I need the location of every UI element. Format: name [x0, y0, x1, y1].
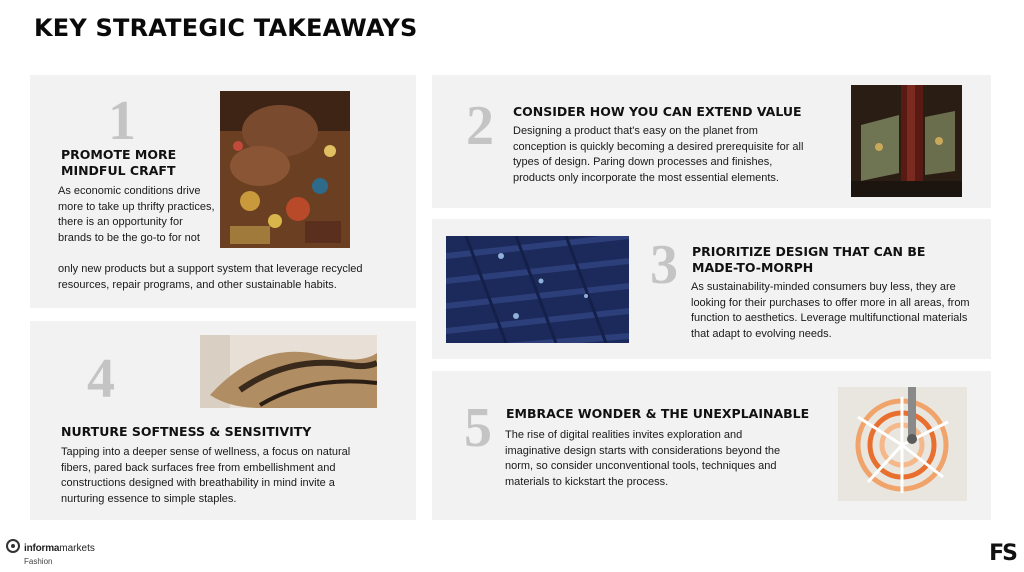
takeaway-card-4 [30, 321, 416, 520]
card-heading: PROMOTE MORE MINDFUL CRAFT [61, 147, 177, 178]
card-number: 3 [650, 234, 678, 296]
card-number: 5 [464, 397, 492, 459]
card-body: As economic conditions drive more to take up thrifty practices, there is an opportunity for brands to be the go-to for not [58, 185, 215, 244]
informa-mark-icon [6, 539, 20, 553]
takeaway-card-1 [30, 75, 416, 308]
card-body: As sustainability-minded consumers buy less, they are looking for their purchases to offer more in all areas, from function to aesthetics. Leverage multifunctional materials that adapt to evolving needs. [691, 281, 970, 340]
informa-markets-logo [6, 538, 95, 566]
brand-regular: markets [59, 543, 95, 554]
brand-bold: informa [24, 543, 60, 554]
page-title: KEY STRATEGIC TAKEAWAYS [34, 14, 418, 42]
fs-logo: FS [989, 541, 1016, 566]
card-heading: CONSIDER HOW YOU CAN EXTEND VALUE [513, 104, 802, 119]
card-number: 1 [108, 90, 136, 152]
brand-sub: Fashion [24, 557, 53, 566]
craft-hands-photo [220, 91, 350, 248]
card-number: 4 [87, 348, 115, 410]
takeaway-card-3 [432, 219, 991, 359]
embroidery-swirl-photo [838, 387, 967, 501]
leather-straps-photo [851, 85, 962, 197]
leaf-fold-photo [200, 335, 377, 408]
takeaway-card-2 [432, 75, 991, 208]
card-number: 2 [466, 95, 494, 157]
card-heading: PRIORITIZE DESIGN THAT CAN BE MADE-TO-MORPH [692, 244, 926, 275]
card-body: The rise of digital realities invites exploration and imaginative design starts with considerations beyond the norm, so consider unconventional tools, techniques and materials to kickstart the process. [505, 429, 781, 488]
takeaway-card-5 [432, 371, 991, 520]
card-heading: NURTURE SOFTNESS & SENSITIVITY [61, 424, 312, 439]
blue-textile-photo [446, 236, 629, 343]
card-body: Designing a product that's easy on the planet from conception is quickly becoming a desired prerequisite for all types of design. Paring down processes and finishes, products only incorporate the most essential elements. [513, 125, 804, 184]
card-body: Tapping into a deeper sense of wellness, a focus on natural fibers, pared back surfaces free from embellishment and constructions designed with breathability in mind invite a nurturing essence to simple staples. [61, 446, 351, 505]
card-heading: EMBRACE WONDER & THE UNEXPLAINABLE [506, 406, 810, 421]
card-body-continued: only new products but a support system that leverage recycled resources, repair programs, and other sustainable habits. [58, 263, 363, 291]
